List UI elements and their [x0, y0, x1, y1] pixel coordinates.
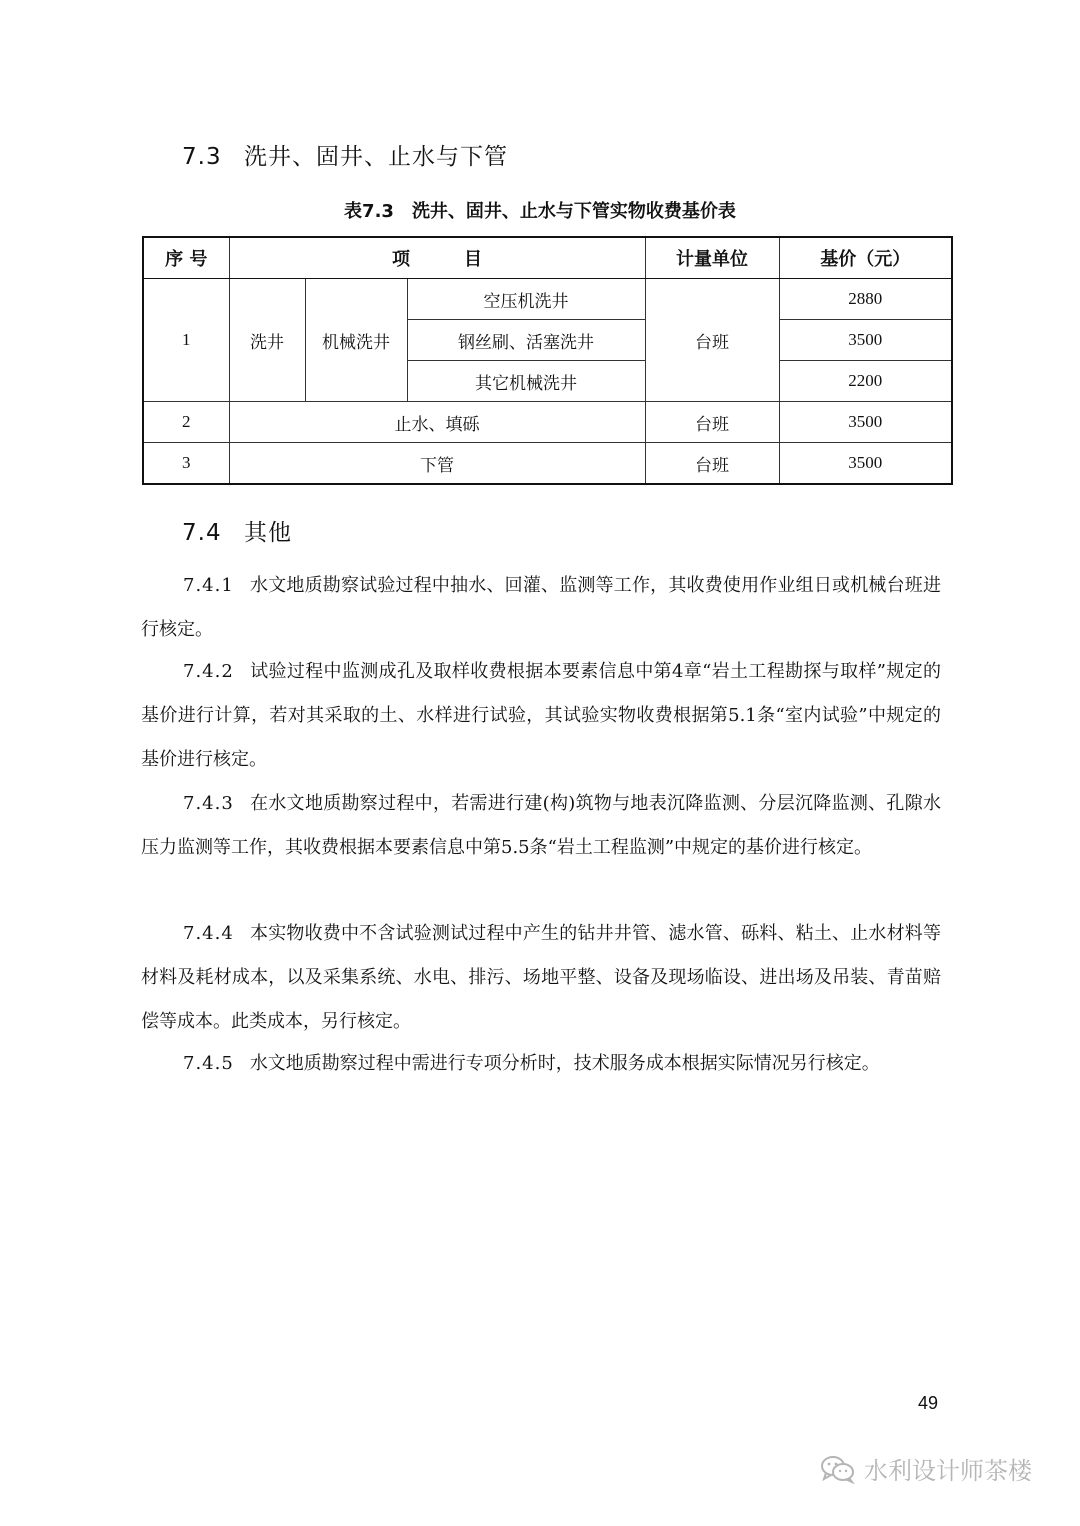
section-title: 洗井、固井、止水与下管	[244, 144, 508, 170]
cell-item: 空压机洗井	[407, 279, 645, 320]
table-row	[143, 443, 952, 485]
section-number: 7.4	[182, 520, 222, 546]
table-caption-number: 表7.3	[344, 201, 394, 222]
header-item: 项 目	[229, 237, 645, 279]
watermark-text: 水利设计师茶楼	[864, 1457, 1032, 1485]
paragraph-text: 试验过程中监测成孔及取样收费根据本要素信息中第4章“岩土工程勘探与取样”规定的基价进行计算，若对其采取的土、水样进行试验，其试验实物收费根据第5.1条“室内试验”中规定的基价进行核定。	[141, 661, 941, 770]
paragraph-7-4-4	[141, 912, 941, 1044]
paragraph-text: 水文地质勘察过程中需进行专项分析时，技术服务成本根据实际情况另行核定。	[249, 1053, 880, 1074]
paragraph-number: 7.4.2	[183, 661, 234, 682]
cell-price: 3500	[779, 320, 952, 361]
cell-price: 2880	[779, 279, 952, 320]
cell-item: 下管	[229, 443, 645, 485]
table-row	[143, 402, 952, 443]
fee-table	[142, 236, 953, 485]
table-caption-title: 洗井、固井、止水与下管实物收费基价表	[411, 201, 736, 222]
cell-price: 3500	[779, 443, 952, 485]
paragraph-number: 7.4.5	[183, 1053, 234, 1074]
paragraph-7-4-3	[141, 782, 941, 870]
cell-item: 钢丝刷、活塞洗井	[407, 320, 645, 361]
paragraph-7-4-5	[141, 1042, 941, 1086]
cell-price: 3500	[779, 402, 952, 443]
cell-item: 止水、填砾	[229, 402, 645, 443]
paragraph-text: 水文地质勘察试验过程中抽水、回灌、监测等工作，其收费使用作业组日或机械台班进行核定。	[141, 575, 941, 640]
section-heading-7-4	[182, 514, 292, 547]
table-row	[143, 279, 952, 320]
paragraph-text: 在水文地质勘察过程中，若需进行建(构)筑物与地表沉降监测、分层沉降监测、孔隙水压力监测等工作，其收费根据本要素信息中第5.5条“岩土工程监测”中规定的基价进行核定。	[141, 793, 941, 858]
section-title: 其他	[244, 520, 292, 546]
section-number: 7.3	[182, 144, 222, 170]
paragraph-text: 本实物收费中不含试验测试过程中产生的钻井井管、滤水管、砾料、粘土、止水材料等材料及耗材成本，以及采集系统、水电、排污、场地平整、设备及现场临设、进出场及吊装、青苗赔偿等成本。此类成本，另行核定。	[141, 923, 941, 1032]
section-heading-7-3	[182, 138, 508, 171]
cell-unit: 台班	[645, 443, 779, 485]
table-header-row	[143, 237, 952, 279]
header-price: 基价（元）	[779, 237, 952, 279]
paragraph-number: 7.4.1	[183, 575, 234, 596]
cell-item: 其它机械洗井	[407, 361, 645, 402]
cell-seq: 2	[143, 402, 229, 443]
watermark	[820, 1451, 1032, 1486]
header-unit: 计量单位	[645, 237, 779, 279]
paragraph-number: 7.4.3	[183, 793, 234, 814]
table-caption	[0, 197, 1080, 223]
cell-unit: 台班	[645, 402, 779, 443]
paragraph-number: 7.4.4	[183, 923, 234, 944]
paragraph-7-4-1	[141, 564, 941, 652]
paragraph-7-4-2	[141, 650, 941, 782]
cell-category: 洗井	[229, 279, 305, 402]
cell-price: 2200	[779, 361, 952, 402]
cell-seq: 3	[143, 443, 229, 485]
wechat-icon	[820, 1454, 856, 1484]
cell-seq: 1	[143, 279, 229, 402]
header-seq: 序 号	[143, 237, 229, 279]
cell-unit: 台班	[645, 279, 779, 402]
cell-subcategory: 机械洗井	[305, 279, 407, 402]
page-number: 49	[918, 1393, 939, 1413]
